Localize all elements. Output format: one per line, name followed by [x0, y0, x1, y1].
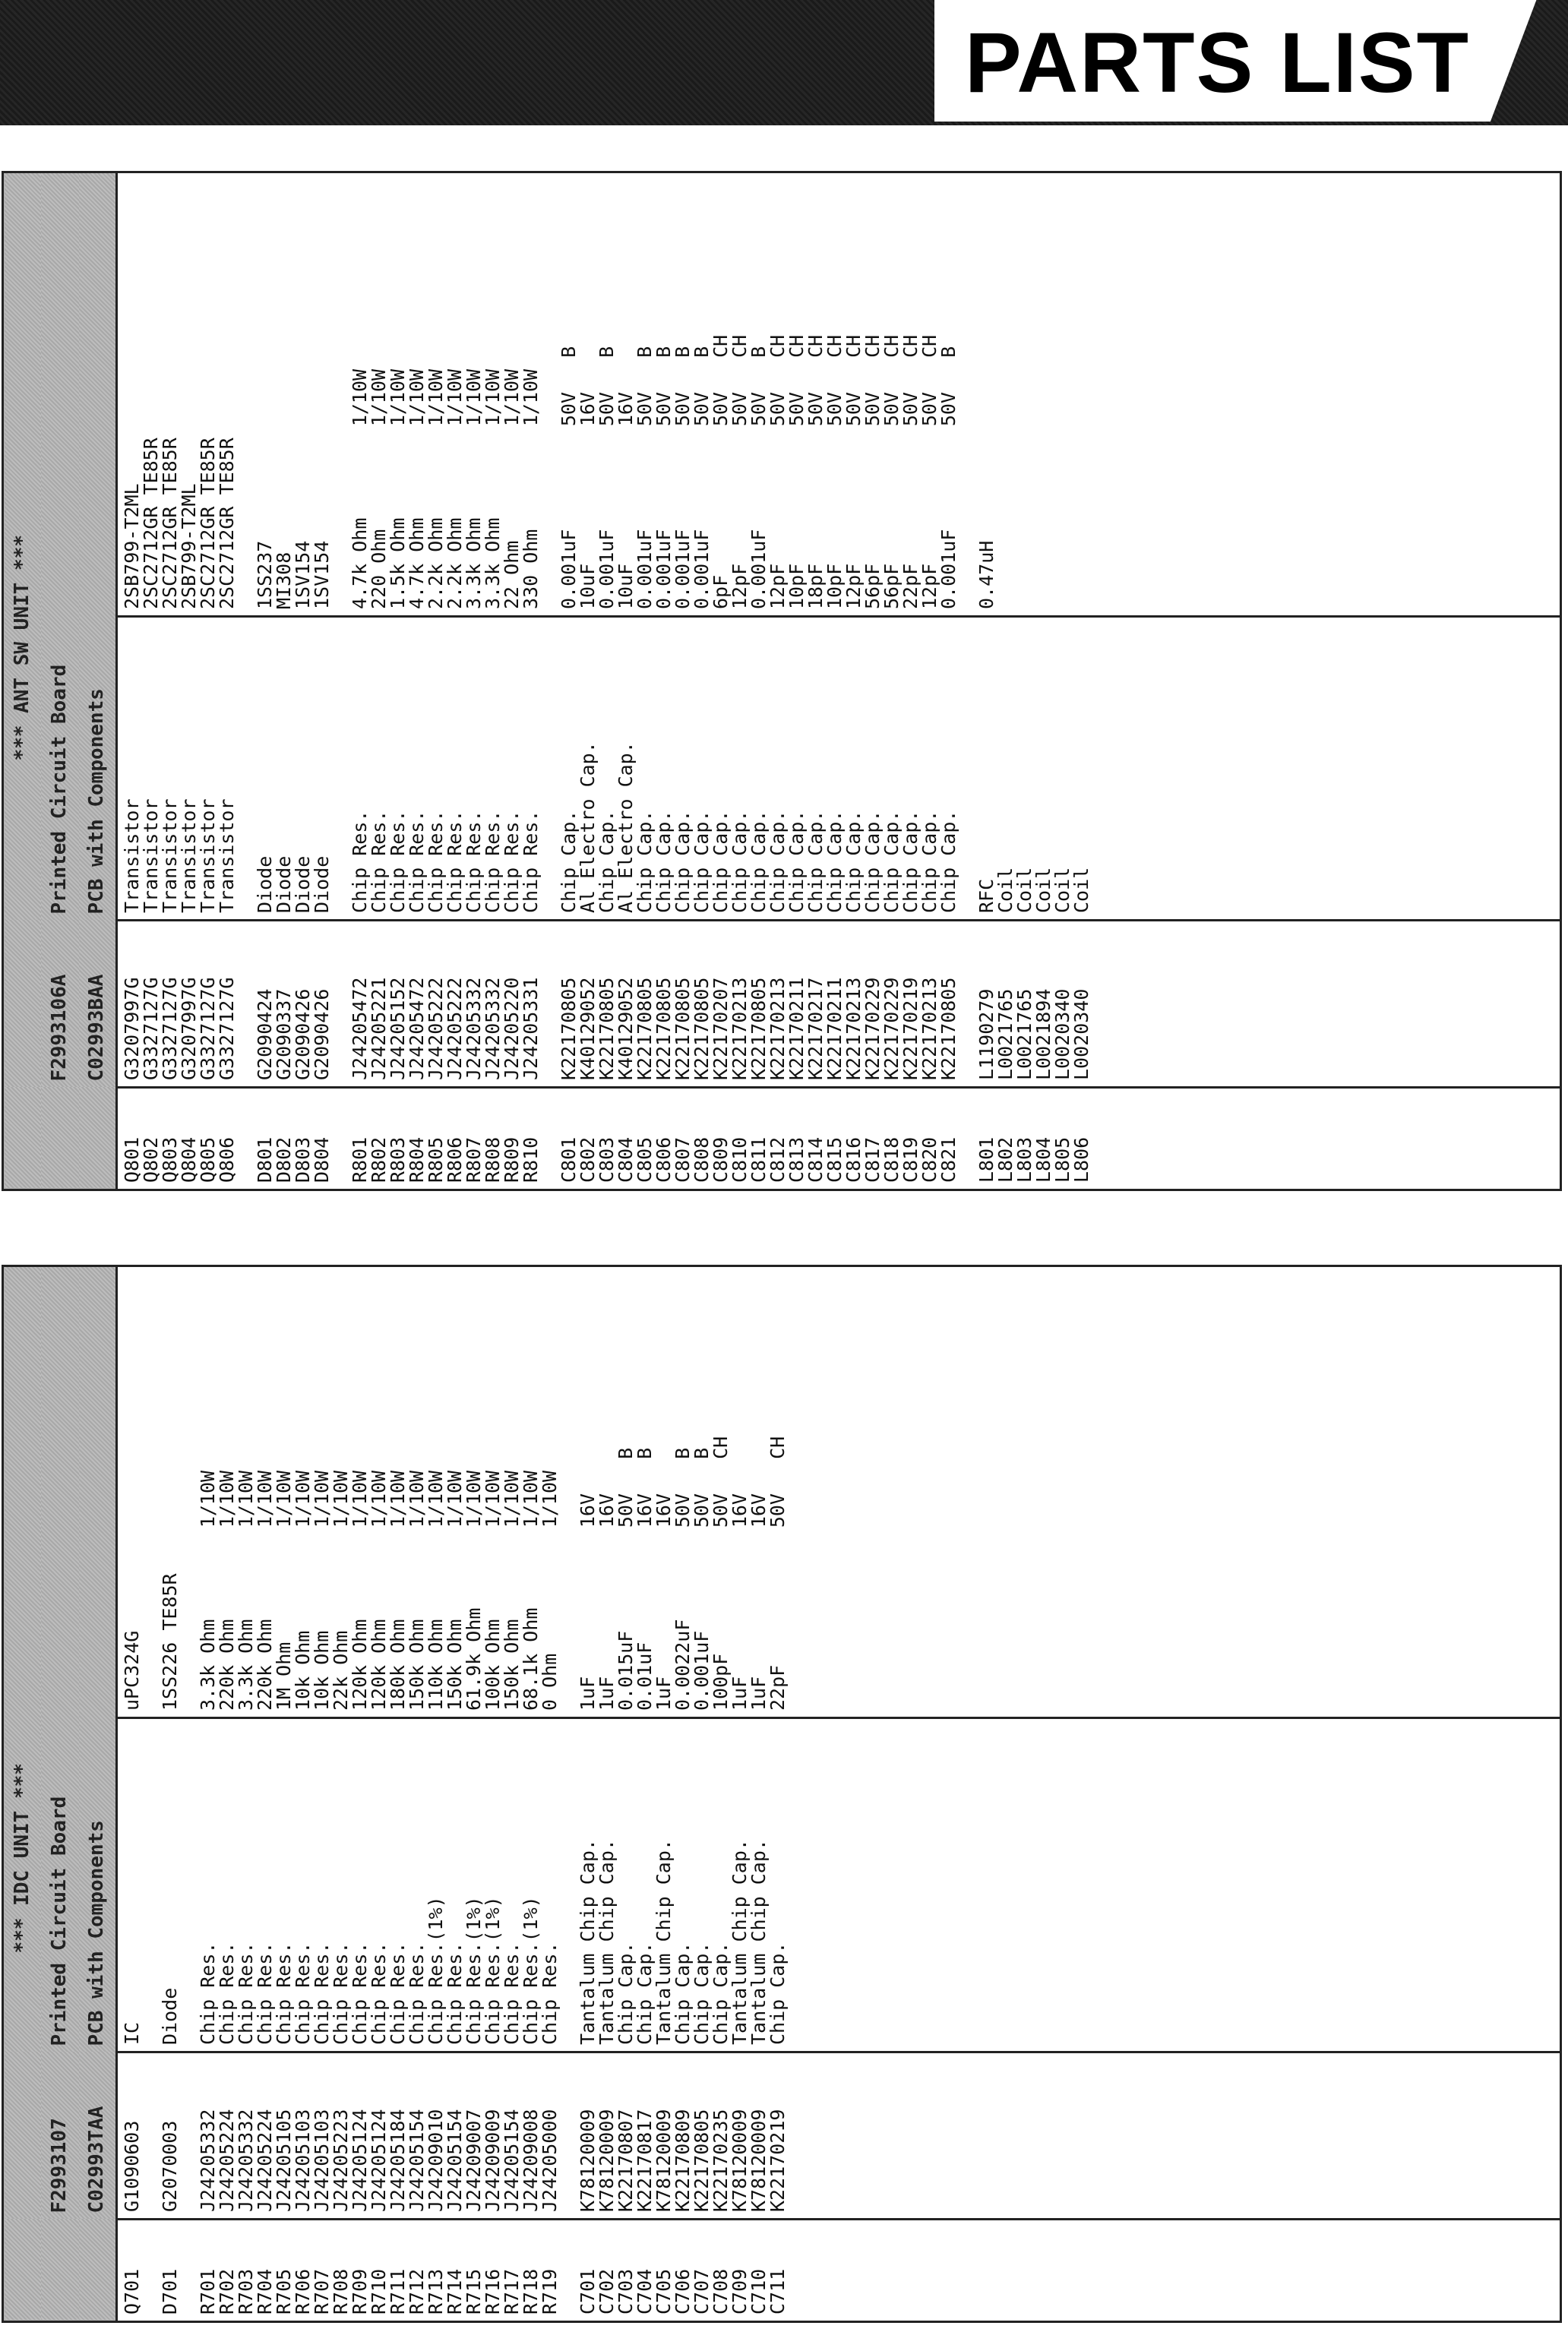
- idc-value-column: uPC324G 1SS226 TE85R 3.3k Ohm 1/10W 220k Ohm 1/10W 3.3k Ohm 1/10W 220k Ohm 1/10W 1M Ohm 1/10W 10k Ohm 1/10W 10k Ohm 1/10W 22k Ohm 1/10W 120k Ohm 1/10W 120k Ohm 1/10W 180k Ohm 1/10W 150k Ohm 1/10W 110k Ohm 1/10W 150k Ohm 1/10W 61.9k Ohm 1/10W 100k Ohm 1/10W 150k Ohm 1/10W 68.1k Ohm 1/10W 0 Ohm 1/10W 1uF 16V 1uF 16V 0.015uF 50V B 0.01uF 16V B 1uF 16V 0.0022uF 50V B 0.001uF 50V B 100pF 50V CH 1uF 16V 1uF 16V 22pF 50V CH: [117, 1266, 1561, 1717]
- ant-pcb-code: F2993106A: [41, 921, 79, 1088]
- idc-pcb-comp-label: PCB with Components: [79, 1266, 117, 2052]
- idc-pcb-code: F2993107: [41, 2052, 79, 2220]
- page-title: PARTS LIST: [965, 15, 1471, 110]
- idc-unit-panel: [0, 1267, 1568, 2323]
- ant-unit-table: [2, 171, 1562, 1191]
- ant-desc-column: Transistor Transistor Transistor Transistor Transistor Transistor Diode Diode Diode Diode Chip Res. Chip Res. Chip Res. Chip Res. Chip Res. Chip Res. Chip Res. Chip Res. Chip Res. Chip Res. Chip Cap. Al Electro Cap. Chip Cap. Al Electro Cap. Chip Cap. Chip Cap. Chip Cap. Chip Cap. Chip Cap. Chip Cap. Chip Cap. Chip Cap. Chip Cap. Chip Cap. Chip Cap. Chip Cap. Chip Cap. Chip Cap. Chip Cap. Chip Cap. Chip Cap. RFC Coil Coil Coil Coil Coil: [117, 617, 1561, 921]
- ant-pcb-comp-code: C02993BAA: [79, 921, 117, 1088]
- idc-unit-title: *** IDC UNIT ***: [3, 1266, 41, 2052]
- idc-ref-column: Q701 D701 R701 R702 R703 R704 R705 R706 R707 R708 R709 R710 R711 R712 R713 R714 R715 R716 R717 R718 R719 C701 C702 C703 C704 C705 C706 C707 C708 C709 C710 C711: [117, 2220, 1561, 2322]
- ant-unit-panel: [0, 173, 1568, 1191]
- idc-pcb-label: Printed Circuit Board: [41, 1266, 79, 2052]
- idc-part-column: G1090603 G2070003 J24205332 J24205224 J24205332 J24205224 J24205105 J24205103 J24205103 J24205223 J24205124 J24205124 J24205184 J24205154 J24209010 J24205154 J24209007 J24209009 J24205154 J24209008 J24205000 K78120009 K78120009 K22170807 K22170817 K78120009 K22170809 K22170805 K22170235 K78120009 K78120009 K22170219: [117, 2052, 1561, 2220]
- idc-pcb-comp-code: C02993TAA: [79, 2052, 117, 2220]
- ant-unit-title: *** ANT SW UNIT ***: [3, 172, 41, 920]
- idc-unit-table: [2, 1265, 1562, 2323]
- ant-pcb-label: Printed Circuit Board: [41, 172, 79, 920]
- idc-desc-column: IC Diode Chip Res. Chip Res. Chip Res. Chip Res. Chip Res. Chip Res. Chip Res. Chip Res. Chip Res. Chip Res. Chip Res. Chip Res. Chip Res.(1%) Chip Res. Chip Res.(1%) Chip Res.(1%) Chip Res. Chip Res.(1%) Chip Res. Tantalum Chip Cap. Tantalum Chip Cap. Chip Cap. Chip Cap. Tantalum Chip Cap. Chip Cap. Chip Cap. Chip Cap. Tantalum Chip Cap. Tantalum Chip Cap. Chip Cap.: [117, 1718, 1561, 2052]
- ant-pcb-comp-label: PCB with Components: [79, 172, 117, 920]
- ant-part-column: G3207997G G3327127G G3327127G G3207997G G3327127G G3327127G G2090424 G2090337 G2090426 G2090426 J24205472 J24205221 J24205152 J24205472 J24205222 J24205222 J24205332 J24205332 J24205220 J24205331 K22170805 K40129052 K22170805 K40129052 K22170805 K22170805 K22170805 K22170805 K22170207 K22170213 K22170805 K22170213 K22170211 K22170217 K22170211 K22170213 K22170229 K22170229 K22170219 K22170213 K22170805 L1190279 L0021765 L0021765 L0021894 L0020340 L0020340: [117, 921, 1561, 1088]
- ant-ref-column: Q801 Q802 Q803 Q804 Q805 Q806 D801 D802 D803 D804 R801 R802 R803 R804 R805 R806 R807 R808 R809 R810 C801 C802 C803 C804 C805 C806 C807 C808 C809 C810 C811 C812 C813 C814 C815 C816 C817 C818 C819 C820 C821 L801 L802 L803 L804 L805 L806: [117, 1088, 1561, 1190]
- ant-value-column: 2SB799-T2ML 2SC2712GR TE85R 2SC2712GR TE85R 2SB799-T2ML 2SC2712GR TE85R 2SC2712GR TE85R 1SS237 MI308 1SV154 1SV154 4.7k Ohm 1/10W 220 Ohm 1/10W 1.5k Ohm 1/10W 4.7k Ohm 1/10W 2.2k Ohm 1/10W 2.2k Ohm 1/10W 3.3k Ohm 1/10W 3.3k Ohm 1/10W 22 Ohm 1/10W 330 Ohm 1/10W 0.001uF 50V B 10uF 16V 0.001uF 50V B 10uF 16V 0.001uF 50V B 0.001uF 50V B 0.001uF 50V B 0.001uF 50V B 6pF 50V CH 12pF 50V CH 0.001uF 50V B 12pF 50V CH 10pF 50V CH 18pF 50V CH 10pF 50V CH 12pF 50V CH 56pF 50V CH 56pF 50V CH 22pF 50V CH 12pF 50V CH 0.001uF 50V B 0.47uH: [117, 172, 1561, 616]
